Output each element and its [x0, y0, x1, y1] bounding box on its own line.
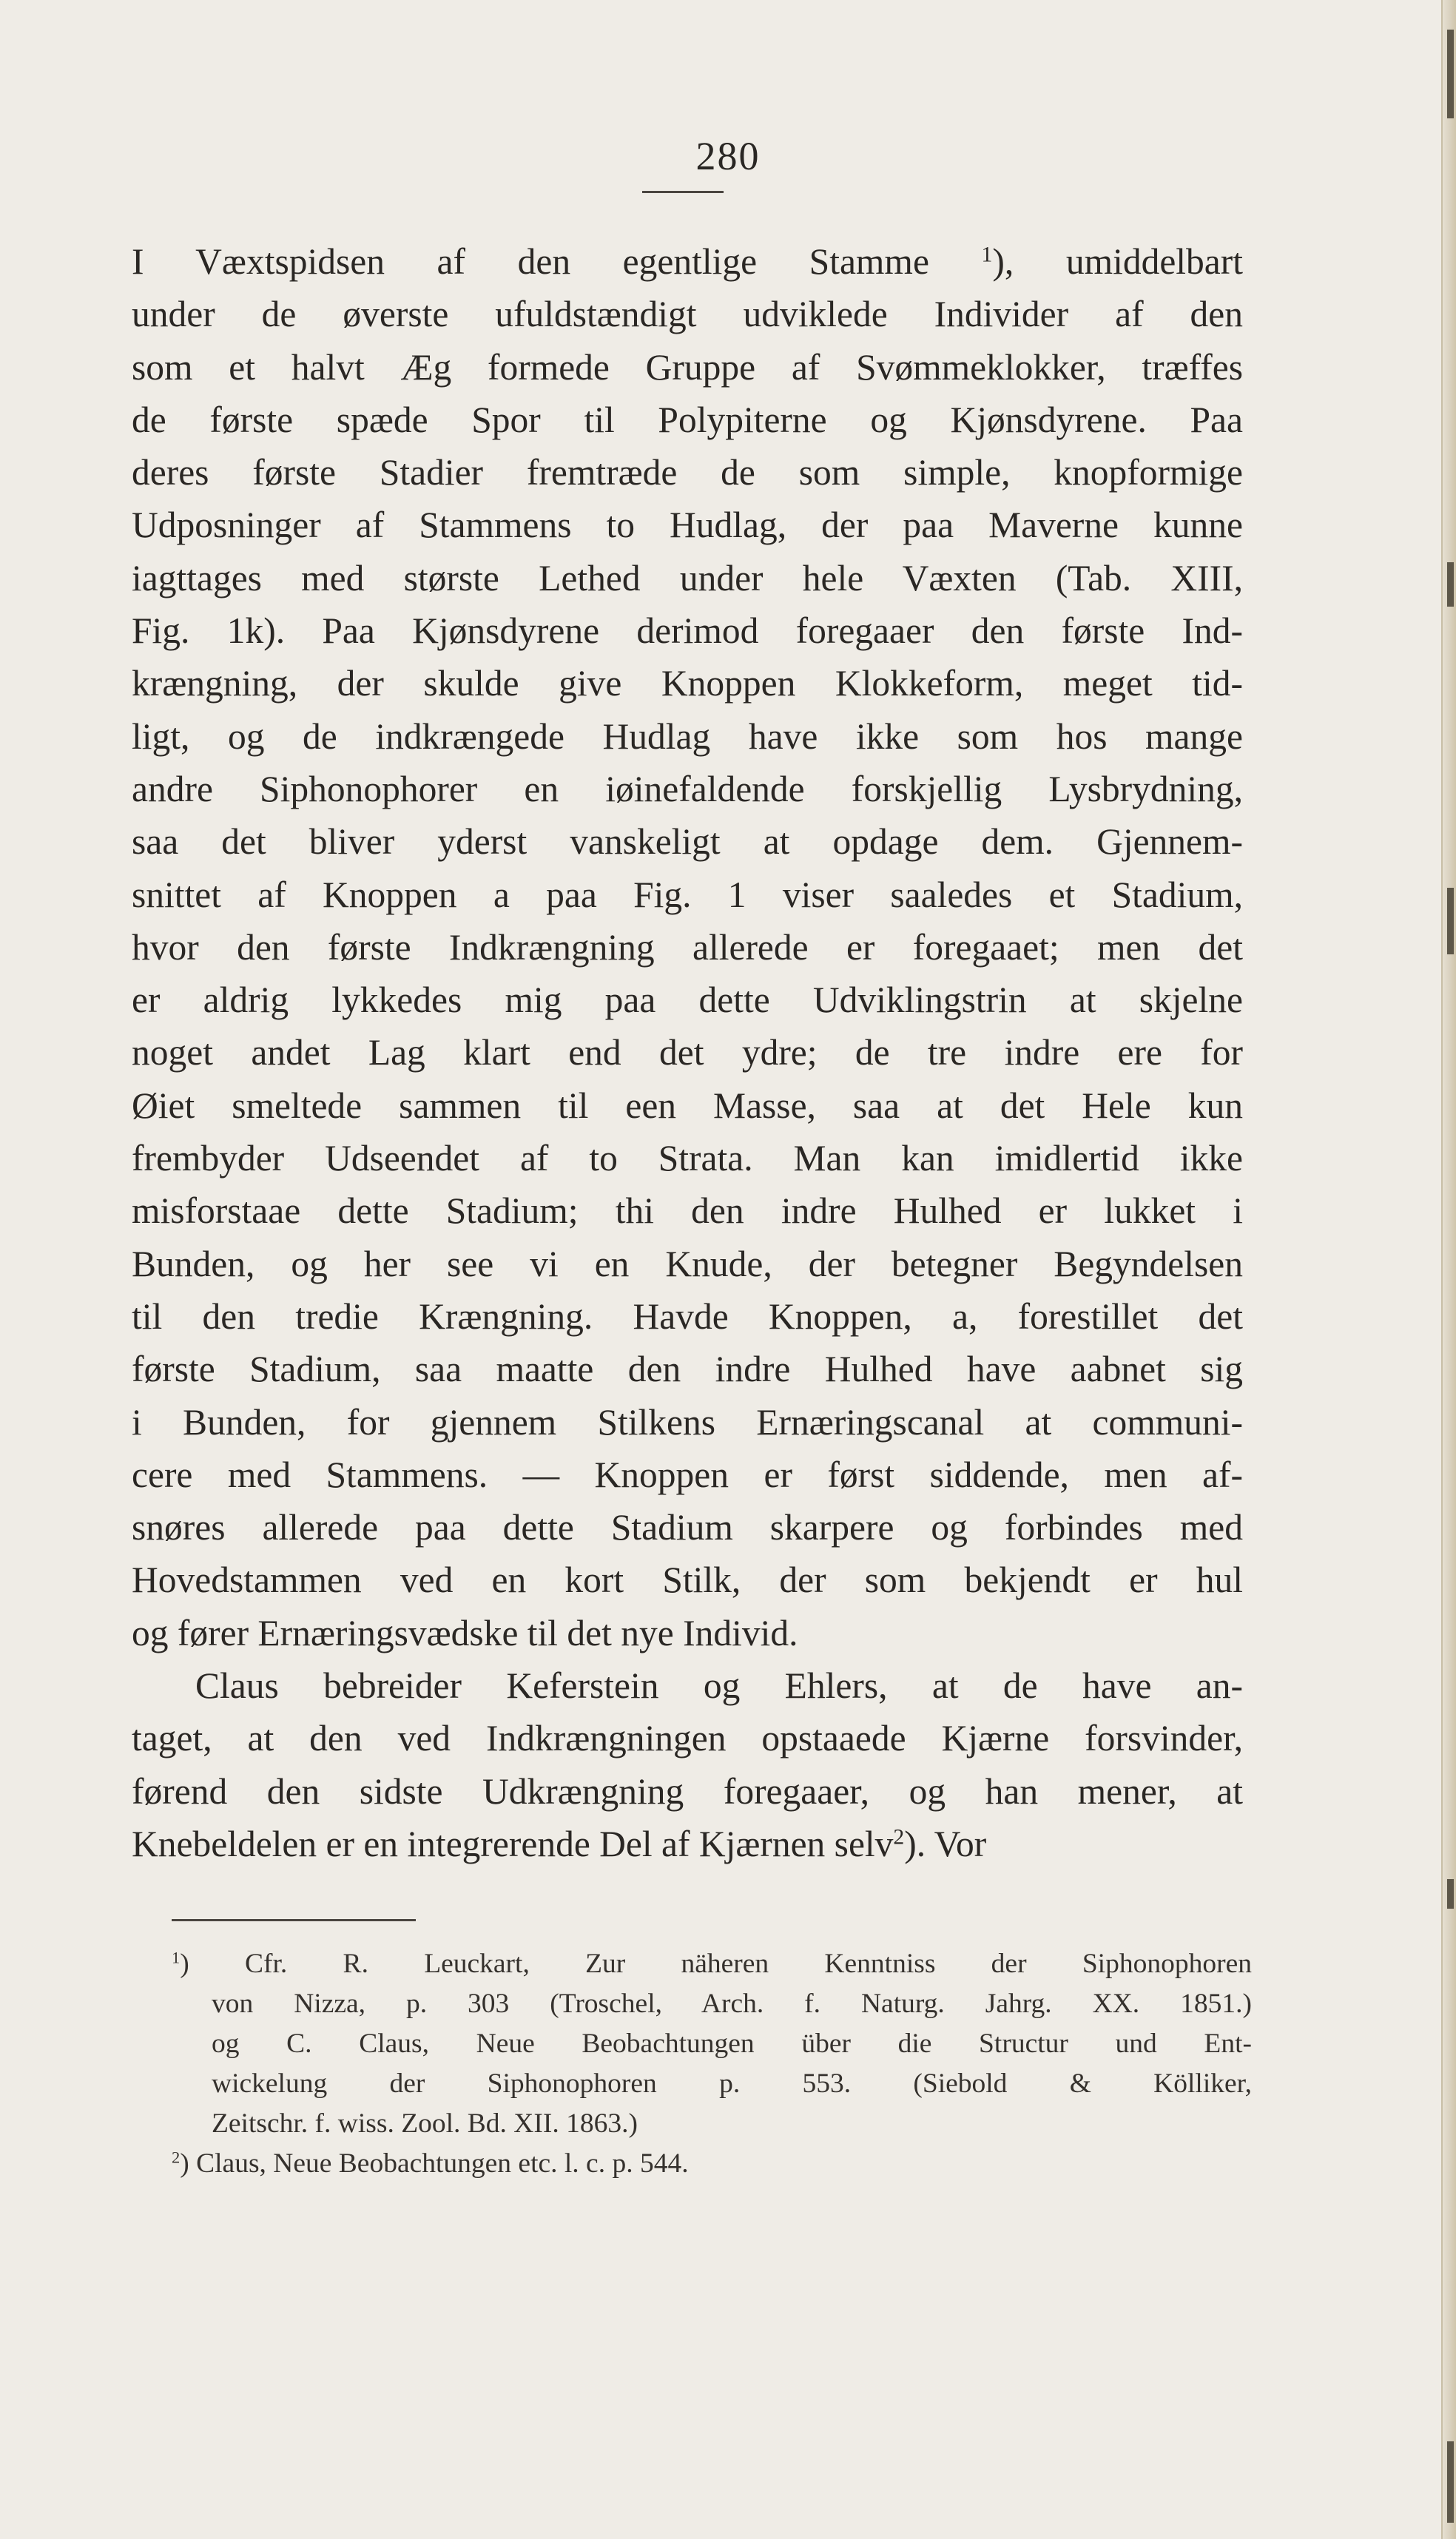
edge-mark — [1447, 888, 1454, 954]
text-segment: frembyder Udseendet af to Strata. Man kan imidlertid ikke — [132, 1138, 1243, 1179]
text-line — [132, 1026, 1243, 1079]
text-segment: ). Vor — [904, 1823, 987, 1864]
text-segment: iagttages med største Lethed under hele Væxten (Tab. XIII, — [132, 557, 1243, 598]
text-segment: Fig. 1k). Paa Kjønsdyrene derimod foregaaer den første Ind- — [132, 610, 1243, 652]
text-segment: førend den sidste Udkrængning foregaaer, og han mener, at — [132, 1770, 1243, 1812]
text-segment: Claus bebreider Keferstein og Ehlers, at de have an- — [195, 1665, 1243, 1707]
text-segment: taget, at den ved Indkrængningen opstaaede Kjærne forsvinder, — [132, 1718, 1243, 1759]
text-segment: hvor den første Indkrængning allerede er foregaaet; men det — [132, 926, 1243, 968]
footnote-marker: 2 — [172, 2148, 181, 2167]
text-line — [132, 1449, 1243, 1501]
text-segment: andre Siphonophorer en iøinefaldende forskjellig Lysbrydning, — [132, 768, 1243, 809]
text-line — [132, 235, 1243, 288]
edge-mark — [1447, 2441, 1454, 2523]
text-line — [132, 657, 1243, 709]
page-edge — [1441, 0, 1456, 2539]
text-line — [132, 288, 1243, 340]
footnote-paren: ) — [180, 2148, 197, 2179]
footnote-text: og C. Claus, Neue Beobachtungen über die Structur und Ent- — [212, 2029, 1252, 2059]
text-line — [132, 869, 1243, 921]
text-line — [132, 604, 1243, 657]
text-segment: Knebeldelen er en integrerende Del af Kjærnen selv — [132, 1823, 894, 1864]
paragraph-1 — [132, 235, 1243, 1659]
text-line — [132, 394, 1243, 446]
footnote-text: Cfr. R. Leuckart, Zur näheren Kenntniss der Siphonophoren — [245, 1949, 1252, 1979]
footnote-separator — [172, 1919, 416, 1921]
text-segment: snøres allerede paa dette Stadium skarpere og forbindes med — [132, 1507, 1243, 1548]
text-line — [132, 1396, 1243, 1449]
text-segment: saa det bliver yderst vanskeligt at opdage dem. Gjennem- — [132, 821, 1243, 863]
footnote-paren: ) — [180, 1949, 245, 1979]
footnote-line — [172, 2064, 1252, 2104]
footnote-text: Claus, Neue Beobachtungen etc. l. c. p. 544. — [196, 2148, 689, 2179]
text-segment: Hovedstammen ved en kort Stilk, der som bekjendt er hul — [132, 1560, 1243, 1601]
footnote-text: von Nizza, p. 303 (Troschel, Arch. f. Naturg. Jahrg. XX. 1851.) — [212, 1989, 1252, 2019]
text-segment: krængning, der skulde give Knoppen Klokkeform, meget tid- — [132, 663, 1243, 704]
text-line — [132, 1765, 1243, 1818]
body-text — [132, 235, 1243, 1870]
footnote-reference: 2 — [893, 1825, 905, 1850]
text-segment: deres første Stadier fremtræde de som simple, knopformige — [132, 452, 1243, 493]
text-line — [132, 446, 1243, 499]
text-line — [132, 1290, 1243, 1343]
text-segment: de første spæde Spor til Polypiterne og Kjønsdyrene. Paa — [132, 399, 1243, 440]
text-line — [132, 499, 1243, 551]
paragraph-2 — [132, 1659, 1243, 1870]
text-line — [132, 552, 1243, 604]
text-segment: i Bunden, for gjennem Stilkens Ernæringscanal at communi- — [132, 1401, 1243, 1443]
text-line — [132, 921, 1243, 974]
text-line — [132, 974, 1243, 1026]
text-segment: noget andet Lag klart end det ydre; de tre indre ere for — [132, 1032, 1243, 1073]
text-segment: snittet af Knoppen a paa Fig. 1 viser saaledes et Stadium, — [132, 874, 1243, 915]
footnote-text: Zeitschr. f. wiss. Zool. Bd. XII. 1863.) — [212, 2108, 638, 2139]
text-line — [132, 1712, 1243, 1764]
page-number-underline — [642, 191, 724, 193]
text-segment: er aldrig lykkedes mig paa dette Udviklingstrin at skjelne — [132, 979, 1243, 1021]
text-segment: ligt, og de indkrængede Hudlag have ikke som hos mange — [132, 715, 1243, 757]
text-line — [132, 1659, 1243, 1712]
text-line — [132, 1501, 1243, 1554]
text-line — [132, 1818, 1243, 1870]
text-line — [132, 1079, 1243, 1132]
text-line — [132, 1184, 1243, 1237]
text-line — [132, 1554, 1243, 1606]
text-segment: ), umiddelbart — [992, 241, 1243, 282]
footnote-reference: 1 — [981, 243, 993, 267]
text-line — [132, 1607, 1243, 1659]
text-line — [132, 815, 1243, 868]
text-segment: under de øverste ufuldstændigt udviklede Individer af den — [132, 294, 1243, 335]
text-line — [132, 341, 1243, 394]
text-line — [132, 1238, 1243, 1290]
text-segment: Bunden, og her see vi en Knude, der betegner Begyndelsen — [132, 1243, 1243, 1284]
footnote-marker: 1 — [172, 1948, 181, 1967]
text-segment: første Stadium, saa maatte den indre Hulhed have aabnet sig — [132, 1349, 1243, 1390]
page-number: 280 — [695, 134, 761, 178]
text-segment: I Væxtspidsen af den egentlige Stamme — [132, 241, 982, 282]
footnote-line — [172, 1944, 1252, 1984]
text-segment: til den tredie Krængning. Havde Knoppen, a, forestillet det — [132, 1295, 1243, 1337]
text-line — [132, 763, 1243, 815]
text-segment: cere med Stammens. — Knoppen er først siddende, men af- — [132, 1454, 1243, 1495]
text-segment: som et halvt Æg formede Gruppe af Svømmeklokker, træffes — [132, 346, 1243, 388]
footnote-line — [172, 2024, 1252, 2064]
footnote-line — [172, 1984, 1252, 2024]
text-segment: Øiet smeltede sammen til een Masse, saa at det Hele kun — [132, 1085, 1243, 1126]
text-segment: Udposninger af Stammens to Hudlag, der paa Maverne kunne — [132, 505, 1243, 546]
edge-mark — [1447, 30, 1454, 118]
text-line — [132, 710, 1243, 763]
edge-mark — [1447, 1879, 1454, 1909]
footnotes — [172, 1944, 1252, 2184]
text-line — [132, 1132, 1243, 1184]
text-line — [132, 1343, 1243, 1395]
footnote-text: wickelung der Siphonophoren p. 553. (Siebold & Kölliker, — [212, 2068, 1252, 2099]
edge-mark — [1447, 562, 1454, 607]
footnote-line — [172, 2144, 1252, 2184]
text-segment: misforstaae dette Stadium; thi den indre Hulhed er lukket i — [132, 1190, 1243, 1232]
footnote-line — [172, 2104, 1252, 2144]
text-segment: og fører Ernæringsvædske til det nye Individ. — [132, 1612, 798, 1653]
